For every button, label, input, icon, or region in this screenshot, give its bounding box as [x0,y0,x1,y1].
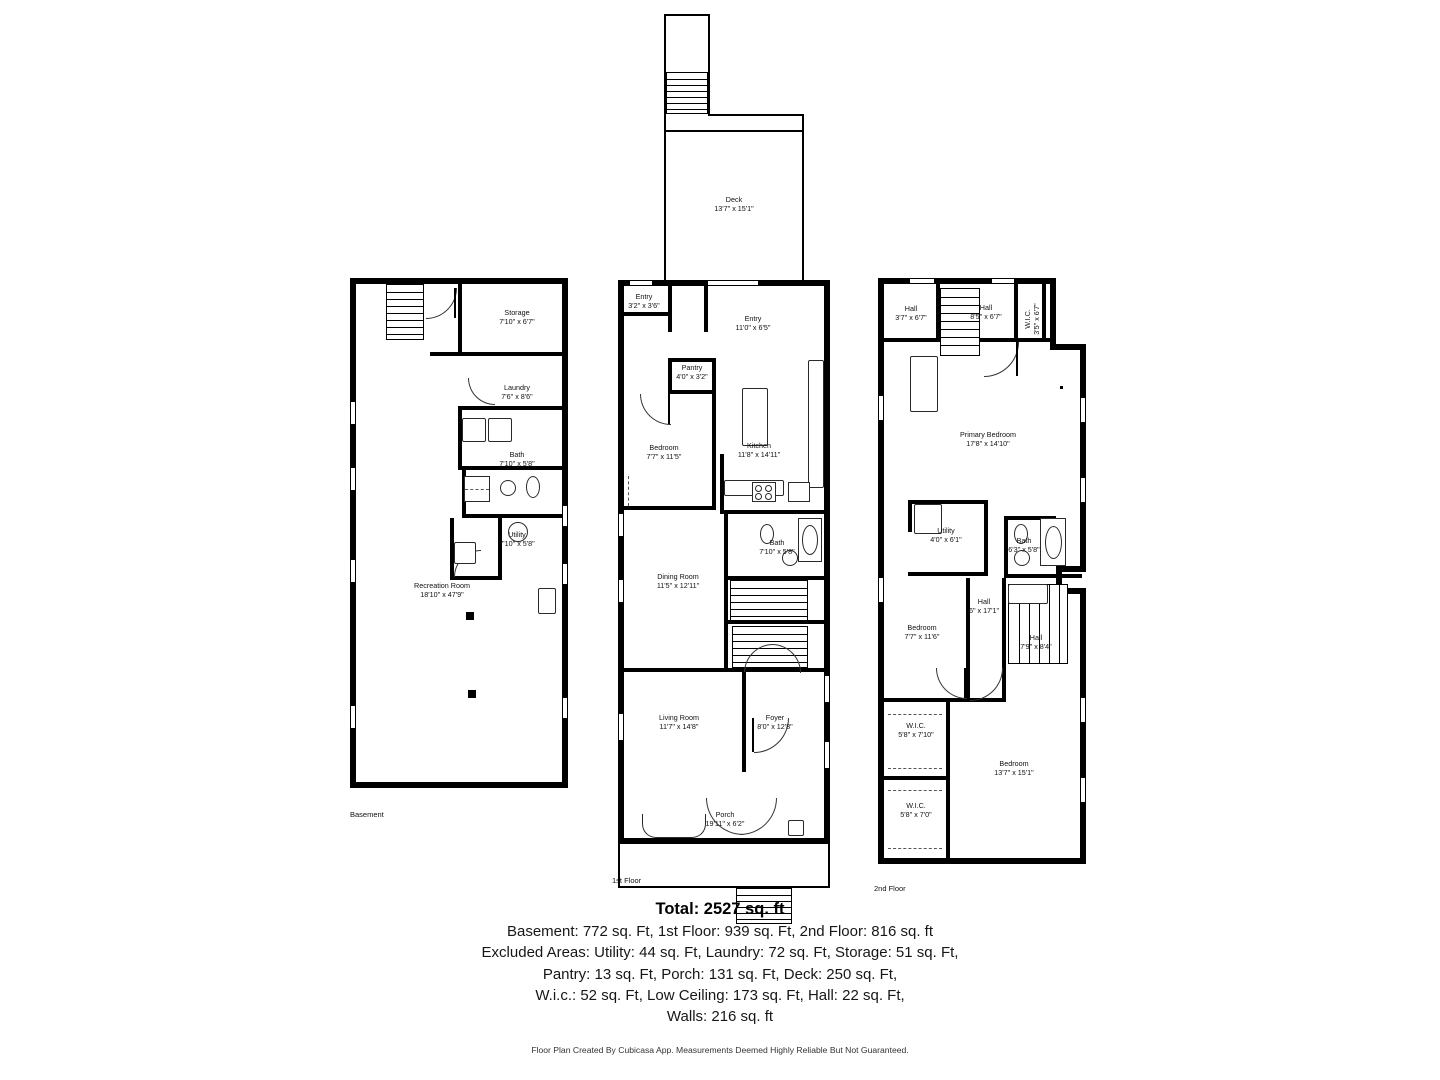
second-bath-wall-bottom [1004,574,1082,578]
second-window-left-2 [878,578,884,602]
second-window-right-4 [1080,778,1086,802]
first-floor-plan [612,14,832,894]
second-window-right-3 [1080,698,1086,722]
bay-window [642,814,706,838]
second-wall-right-mid [1080,344,1086,572]
room-label-laundry: Laundry 7'6" x 8'6" [501,383,533,401]
room-label-entry-small: Entry 3'2" x 3'6" [628,292,660,310]
basement-partition-h1 [430,352,562,356]
deck-stairs [666,72,708,114]
room-label-storage: Storage 7'10" x 6'7" [499,308,535,326]
room-label-hall-4: Hall 7'9" x 8'4" [1020,633,1052,651]
basement-wall-bottom [350,782,568,788]
primary-bedroom-mark [1060,386,1063,389]
floor-tag-second: 2nd Floor [874,884,906,893]
room-label-hall-2: Hall 8'5" x 6'7" [970,303,1002,321]
bath-shower [464,476,490,502]
second-wic-shelf-1 [888,714,942,715]
second-bath-tub [1040,518,1066,566]
second-wic-wall-v [946,702,950,858]
primary-bedroom-door-arc [984,342,1019,377]
deck-wall-left [664,130,666,282]
room-label-utility: Utility 7'10" x 5'8" [499,530,535,548]
second-window-right-2 [1080,478,1086,502]
deck-wall-right [802,130,804,282]
second-partition-v-hall2 [1014,278,1018,342]
second-partition-utility-right [984,500,988,576]
basement-window-left-1 [350,402,356,424]
first-wall-bottom [618,838,830,844]
foyer-door-leaf [752,718,754,752]
room-label-porch: Porch 19'11" x 6'2" [705,810,745,828]
floor-tag-basement: Basement [350,810,384,819]
deck-stair-wall-right [708,14,710,114]
room-label-bath-1f: Bath 7'10" x 5'8" [759,538,795,556]
laundry-door-arc [468,378,495,405]
deck-wall-top [664,130,804,132]
support-post-2 [468,690,476,698]
second-window-top-2 [992,278,1016,284]
room-label-bedroom-3: Bedroom 13'7" x 15'1" [994,759,1034,777]
floor-tag-first: 1st Floor [612,876,642,885]
support-post-1 [466,612,474,620]
pantry-wall-bottom [668,390,716,394]
room-label-pantry: Pantry 4'0" x 3'2" [676,363,708,381]
basement-window-right-1 [562,506,568,526]
second-window-left-1 [878,396,884,420]
second-wall-bottom [878,858,1086,864]
room-label-bath-2f: Bath 6'3" x 5'8" [1008,536,1040,554]
second-wall-right-lower [1080,588,1086,864]
first-stairs-wall [724,620,828,624]
second-partition-v-wic [1042,278,1046,342]
bedroom1-wall-right [712,358,716,510]
kitchen-wall-bottom [724,510,828,514]
second-wic-shelf-2 [888,768,942,769]
second-hall-wall-h [884,698,1006,702]
room-label-utility-2f: Utility 4'0" x 6'1" [930,526,962,544]
second-partition-utility-bottom [908,572,988,576]
porch-wall-bottom [618,886,830,888]
deck-step-edge [802,114,804,132]
kitchen-counter-right [808,360,824,488]
first-stairs-wall-2 [724,580,728,672]
basement-partition-v4 [498,518,502,580]
porch-post [788,820,804,836]
rec-room-cabinet [538,588,556,614]
foyer-wall-left [742,672,746,772]
bath-sink [500,480,516,496]
deck-stair-wall-top [664,14,710,16]
basement-window-left-3 [350,560,356,582]
room-label-kitchen: Kitchen 11'8" x 14'11" [737,441,781,459]
summary-line-1: Basement: 772 sq. Ft, 1st Floor: 939 sq. Ft, 2nd Floor: 816 sq. ft [506,923,934,940]
room-label-bedroom-2f: Bedroom 7'7" x 11'6" [904,623,940,641]
kitchen-sink [788,482,810,502]
basement-stairs [386,284,424,340]
room-label-wic-1: W.I.C. 5'8" x 7'10" [898,721,934,739]
laundry-dryer [488,418,512,442]
basement-window-right-2 [562,564,568,584]
room-label-living-room: Living Room 11'7" x 14'8" [659,713,699,731]
summary-line-3: Pantry: 13 sq. Ft, Porch: 131 sq. Ft, Deck: 250 sq. Ft, [542,965,898,983]
second-wic-wall-h [884,776,950,780]
basement-window-left-4 [350,706,356,728]
room-label-recreation-room: Recreation Room 18'10" x 47'9" [414,581,470,599]
credit-text: Floor Plan Created By Cubicasa App. Measurements Deemed Highly Reliable But Not Guaranteed. [531,1045,909,1055]
second-wic-shelf-4 [888,848,942,849]
storage-door-arc [426,288,457,319]
second-partition-utility-left [908,500,912,532]
first-partition-entry-h [618,312,672,316]
room-label-deck: Deck 13'7" x 15'1" [714,195,754,213]
porch-wall-right [828,838,830,888]
summary-line-4: W.i.c.: 52 sq. Ft, Low Ceiling: 173 sq. Ft, Hall: 22 sq. Ft, [535,986,905,1004]
room-label-bedroom-1f: Bedroom 7'7" x 11'5" [646,443,682,461]
room-label-primary-bedroom: Primary Bedroom 17'8" x 14'10" [960,430,1016,448]
area-summary [0,900,1440,1027]
storage-door-leaf [454,288,456,318]
basement-partition-v1 [458,278,462,356]
second-hall-wall-v2 [1002,578,1006,702]
first-window-right-2 [824,742,830,768]
first-opening-entry-small [630,280,652,286]
first-wall-left [618,280,624,844]
basement-window-left-2 [350,468,356,490]
pantry-wall-top [668,358,716,362]
basement-partition-h4 [462,514,562,518]
pantry-wall-left [668,358,672,394]
kitchen-wall-left [720,454,724,514]
basement-partition-h2 [458,406,562,410]
room-label-foyer: Foyer 8'0" x 12'8" [757,713,793,731]
kitchen-stove [752,482,776,502]
first-window-left-3 [618,714,624,740]
summary-line-5: Walls: 216 sq. ft [666,1008,774,1026]
total-area-label: Total: 2527 sq. ft [655,900,785,918]
second-bedroom-door-leaf [964,668,966,698]
bedroom1-door-leaf [668,394,670,424]
second-window-right-1 [1080,398,1086,422]
basement-window-right-3 [562,698,568,718]
second-window-top-1 [910,278,934,284]
primary-closet-shelf [910,356,938,412]
first-stairs-up [730,580,808,624]
room-label-bath: Bath 7'10" x 5'8" [499,450,535,468]
room-label-hall-1: Hall 3'7" x 6'7" [895,304,927,322]
bedroom1-closet-dash [628,476,629,506]
first-opening-entry-main [708,280,758,286]
room-label-hall-3: Hall 6" x 17'1" [968,597,1000,615]
room-label-entry-main: Entry 11'0" x 6'5" [735,314,771,332]
first-window-right-1 [824,676,830,702]
basement-plan [350,278,568,819]
first-window-left-1 [618,514,624,536]
bedroom1-door-arc [640,394,671,425]
summary-line-2: Excluded Areas: Utility: 44 sq. Ft, Laundry: 72 sq. Ft, Storage: 51 sq. Ft, [481,944,959,962]
room-label-wic-2: W.I.C. 5'8" x 7'0" [900,801,932,819]
second-stairs [940,288,980,356]
second-bedroom2-door-arc [970,668,1003,701]
bath-toilet [526,476,540,498]
second-floor-plan [874,278,1090,893]
room-label-dining-room: Dining Room 11'5" x 12'11" [656,572,700,590]
first-window-left-2 [618,580,624,602]
second-wic-shelf-3 [888,790,942,791]
bath1-tub [798,518,822,562]
deck-stair-wall-bottom [708,114,804,116]
utility-furnace [454,542,476,564]
first-partition-hall-v [704,280,708,332]
second-wall-top [878,278,1056,284]
laundry-washer [462,418,486,442]
kitchen-island [742,388,768,446]
room-label-wic-top: W.I.C. 3'5" x 6'7" [1023,303,1041,335]
bedroom1-wall-bottom [618,506,716,510]
primary-bedroom-door-leaf [1016,342,1018,376]
second-bedroom-door-arc [936,668,967,699]
porch-door-arc-1 [740,798,777,835]
second-hall-closet [1008,584,1048,604]
bath1-wall-left [724,514,728,580]
first-partition-entry-v [668,280,672,332]
